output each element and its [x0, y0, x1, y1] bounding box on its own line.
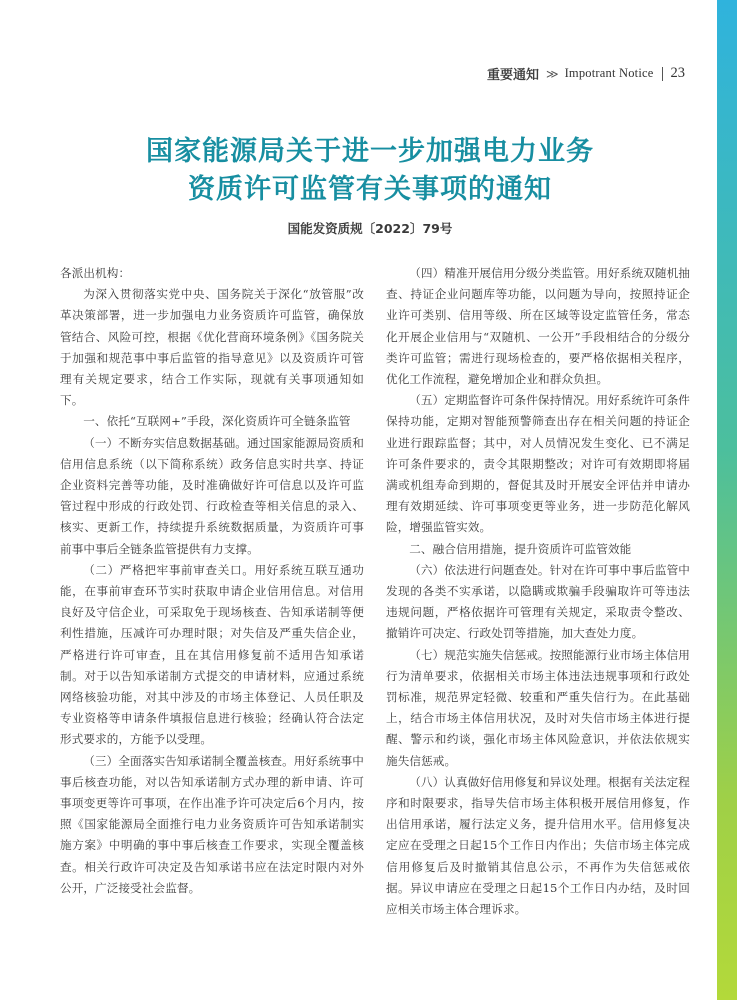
salutation: 各派出机构： [60, 266, 131, 280]
right-column [386, 263, 690, 920]
decorative-gradient-bar [717, 0, 737, 1000]
document-number: 国能发资质规〔2022〕79号 [287, 221, 453, 236]
section-label: 重要通知 [486, 68, 539, 83]
paragraph-item-2: （二）严格把牢事前审查关口。用好系统互联互通功能，在事前审查环节实时获取申请企业信用信息。对信用良好及守信企业，可采取免于现场核查、告知承诺制等便利性措施，压减许可办理时限；对失信及严重失信企业，严格进行许可审查，且在其信用修复前不适用告知承诺制。对于以告知承诺制方式提交的申请材料，应通过系统网络核验功能，对其中涉及的市场主体登记、人员任职及专业资格等申请条件填报信息进行核验；经确认符合法定形式要求的，方能予以受理。 [60, 562, 364, 747]
paragraph-item-7: （七）规范实施失信惩戒。按照能源行业市场主体信用行为清单要求，依据相关市场主体违法违规事项和行政处罚标准，规范界定轻微、较重和严重失信行为。在此基础上，结合市场主体信用状况，及时对失信市场主体进行提醒、警示和约谈，强化市场主体风险意识，并依法依规实施失信惩戒。 [386, 647, 690, 768]
paragraph-item-8: （八）认真做好信用修复和异议处理。根据有关法定程序和时限要求，指导失信市场主体积极开展信用修复，作出信用承诺，履行法定义务，提升信用水平。信用修复决定应在受理之日起15个工作日内作出；失信市场主体完成信用修复后及时撤销其信息公示，不再作为失信惩戒依据。异议申请应在受理之日起15个工作日内办结，及时回应相关市场主体合理诉求。 [386, 774, 690, 917]
title-line-1: 国家能源局关于进一步加强电力业务 [146, 136, 594, 167]
page-header [487, 64, 685, 83]
paragraph-item-4: （四）精准开展信用分级分类监管。用好系统双随机抽查、持证企业问题库等功能，以问题为导向，按照持证企业许可类别、信用等级、所在区域等设定监管任务，常态化开展企业信用与“双随机、一公开”手段相结合的分级分类许可监管；需进行现场检查的，要严格依据相关程序，优化工作流程，避免增加企业和群众负担。 [386, 266, 690, 387]
section-heading-1: 一、依托“互联网+”手段，深化资质许可全链条监管 [83, 414, 351, 429]
paragraph-item-1: （一）不断夯实信息数据基础。通过国家能源局资质和信用信息系统（以下简称系统）政务信息实时共享、持证企业资料完善等功能，及时准确做好许可信息以及许可监管过程中形成的行政处罚、行政检查等相关信息的录入、核实、更新工作，持续提升系统数据质量，为资质许可事前事中事后全链条监管提供有力支撑。 [60, 435, 364, 556]
double-chevron-icon: ≫ [546, 66, 559, 81]
section-label-english: Impotrant Notice [564, 66, 654, 80]
title-line-2: 资质许可监管有关事项的通知 [188, 174, 552, 205]
page-title [60, 133, 680, 209]
paragraph-item-5: （五）定期监督许可条件保持情况。用好系统许可条件保持功能，定期对智能预警筛查出存在相关问题的持证企业进行跟踪监督；其中，对人员情况发生变化、已不满足许可条件要求的，责令其限期整改；对许可有效期即将届满或机组寿命到期的，督促其及时开展安全评估并申请办理有效期延续、许可事项变更等业务，进一步防范化解风险，增强监管实效。 [386, 393, 690, 535]
intro-paragraph: 为深入贯彻落实党中央、国务院关于深化“放管服”改革决策部署，进一步加强电力业务资质许可监管，确保放管结合、风险可控，根据《优化营商环境条例》《国务院关于加强和规范事中事后监管的指导意见》以及资质许可管理有关规定要求，结合工作实际，现就有关事项通知如下。 [60, 287, 364, 408]
header-divider [662, 67, 663, 81]
paragraph-item-3: （三）全面落实告知承诺制全覆盖核查。用好系统事中事后核查功能，对以告知承诺制方式办理的新申请、许可事项变更等许可事项，在作出准予许可决定后6个月内，按照《国家能源局全面推行电力业务资质许可告知承诺制实施方案》中明确的事中事后核查工作要求，实现全覆盖核查。相关行政许可决定及告知承诺书应在法定时限内对外公开，广泛接受社会监督。 [60, 753, 364, 895]
paragraph-item-6: （六）依法进行问题查处。针对在许可事中事后监管中发现的各类不实承诺，以隐瞒或欺骗手段骗取许可等违法违规问题，严格依据许可管理有关规定，采取责令整改、撤销许可决定、行政处罚等措施，加大查处力度。 [386, 562, 690, 641]
left-column [60, 263, 364, 899]
section-heading-2: 二、融合信用措施，提升资质许可监管效能 [409, 541, 632, 556]
page-number: 23 [670, 65, 685, 81]
